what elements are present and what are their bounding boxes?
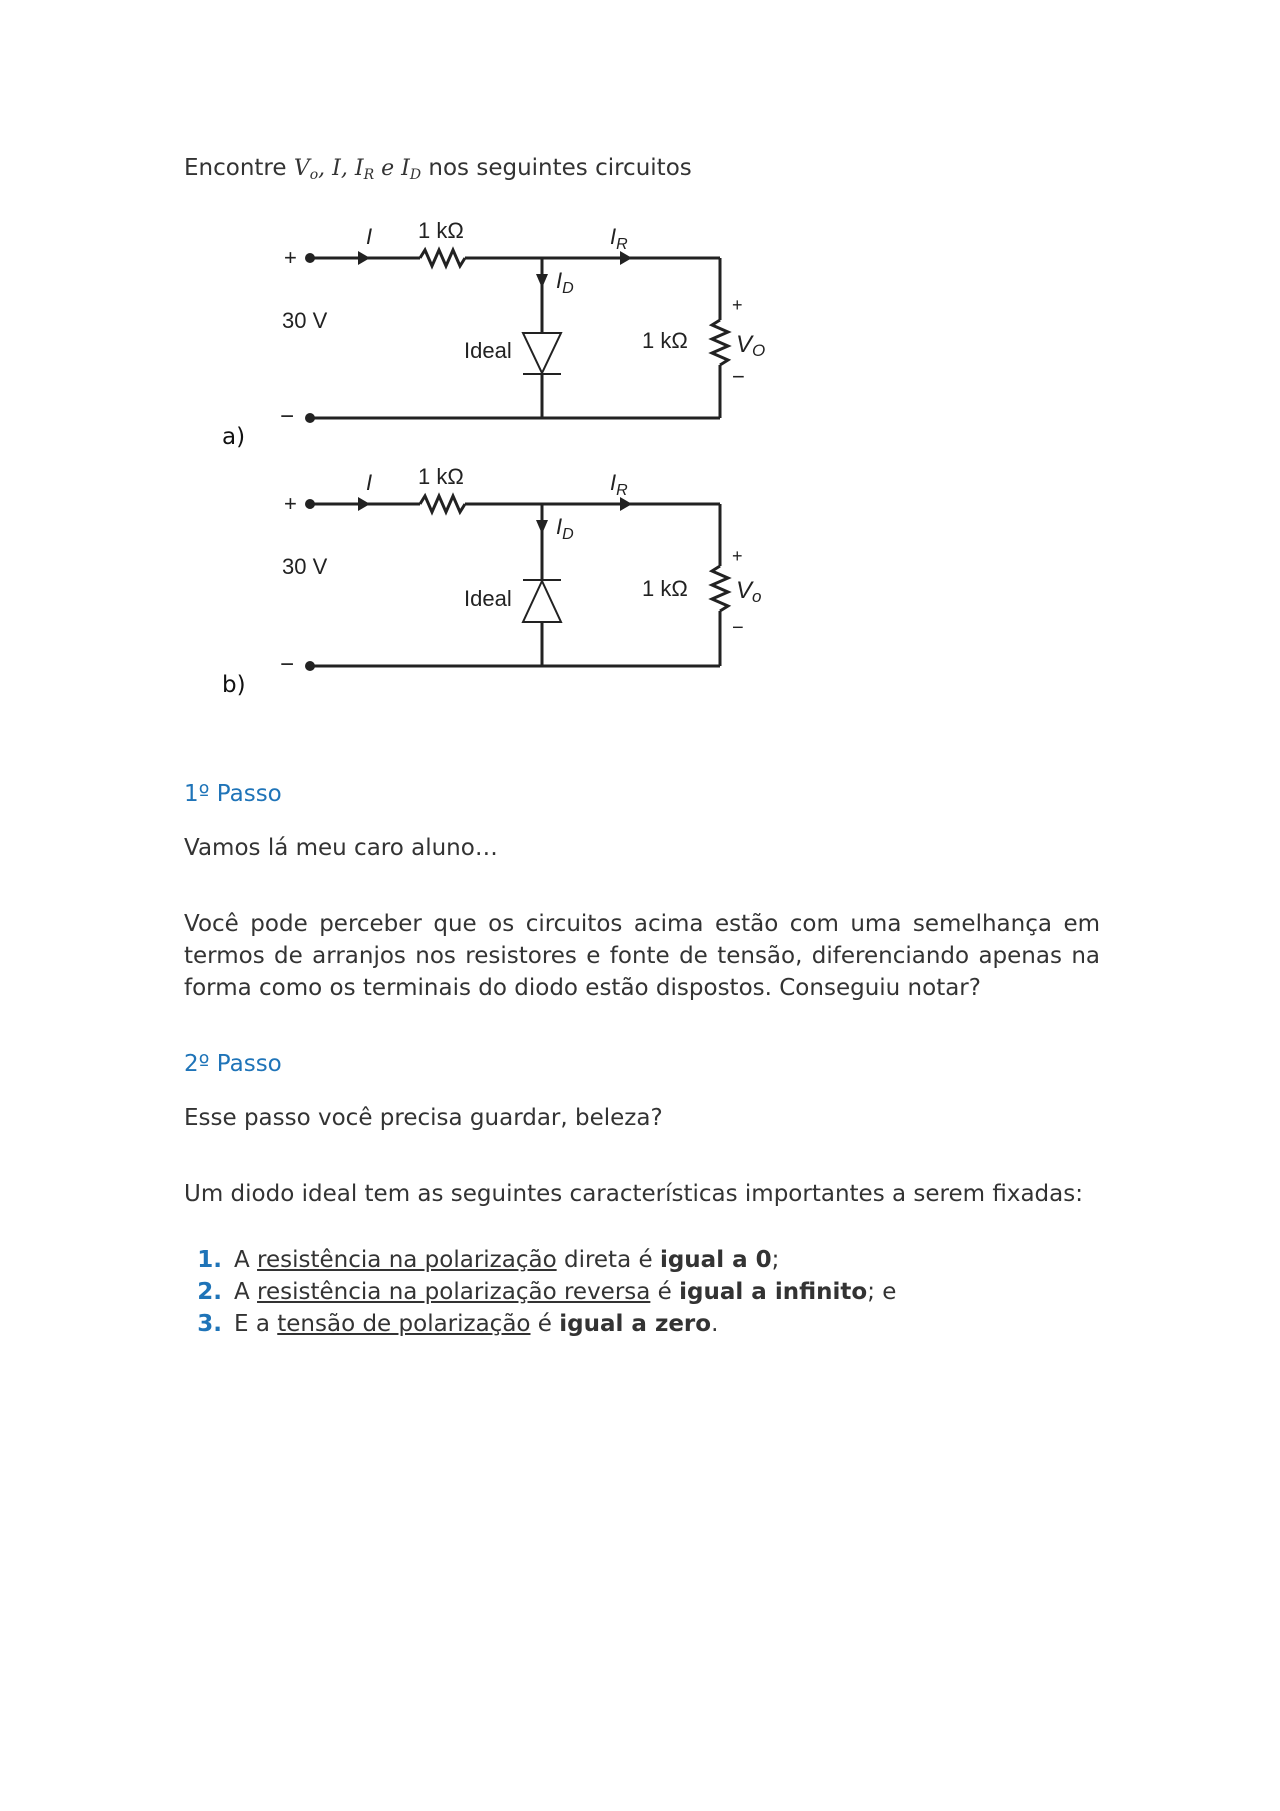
math-and: e: [374, 156, 402, 181]
ideal-diode-characteristics-list: [184, 1244, 1084, 1340]
circuit-a-minus: −: [280, 403, 295, 430]
step2-heading: 2º Passo: [184, 1051, 282, 1077]
circuit-b-diode-label: Ideal: [464, 586, 512, 611]
intro-suffix: nos seguintes circuitos: [421, 155, 692, 181]
math-id: $I_D$: [401, 156, 422, 183]
circuit-b-out-plus: +: [732, 546, 743, 566]
circuit-a-diagram: [270, 208, 790, 430]
math-ir: $I_R$: [354, 156, 375, 183]
circuit-a-source: 30 V: [282, 308, 328, 333]
circuit-a-label: a): [222, 424, 246, 450]
circuit-b-out-minus: −: [732, 617, 744, 639]
step1-paragraph-2: Você pode perceber que os circuitos acima estão com uma semelhança em termos de arranjos nos resistores e fonte de tensão, diferenciando apenas na forma como os terminais do diodo estão dispostos. Conseguiu notar?: [184, 911, 1100, 1001]
circuit-b-plus: +: [284, 491, 297, 516]
circuit-b-current-i: I: [366, 470, 373, 495]
math-vo: $V_o$: [293, 156, 319, 183]
circuit-a-current-ir: $I_R$: [610, 224, 628, 253]
circuit-b-diagram: [270, 456, 790, 678]
circuit-b-source: 30 V: [282, 554, 328, 579]
step2-paragraph-2: Um diodo ideal tem as seguintes características importantes a serem fixadas:: [184, 1181, 1083, 1207]
step2-paragraph-1: Esse passo você precisa guardar, beleza?: [184, 1105, 663, 1131]
circuit-b-r2-label: 1 kΩ: [642, 576, 688, 601]
step1-heading: 1º Passo: [184, 781, 282, 807]
circuit-a-r1-label: 1 kΩ: [418, 218, 464, 243]
circuit-a-out-minus: −: [732, 364, 745, 389]
math-i: I: [332, 156, 341, 181]
circuit-b-vo: Vo: [736, 577, 762, 606]
circuit-a-diode-label: Ideal: [464, 338, 512, 363]
math-sep: ,: [318, 156, 333, 181]
circuit-a-current-id: $I_D$: [556, 268, 574, 297]
circuit-b-current-ir: $I_R$: [610, 470, 628, 499]
math-sep: ,: [340, 156, 355, 181]
circuit-b-minus: −: [280, 651, 295, 678]
list-item: 2. A resistência na polarização reversa é igual a infinito; e: [197, 1279, 897, 1305]
intro-prefix: Encontre: [184, 155, 294, 181]
circuit-b-r1-label: 1 kΩ: [418, 464, 464, 489]
circuit-a-out-plus: +: [732, 295, 743, 315]
circuit-b-current-id: $I_D$: [556, 514, 574, 543]
circuit-a-vo: VO: [736, 331, 766, 360]
circuit-a-r2-label: 1 kΩ: [642, 328, 688, 353]
circuit-a-plus: +: [284, 245, 297, 270]
circuit-b-label: b): [222, 672, 246, 698]
list-item: 3. E a tensão de polarização é igual a zero.: [197, 1311, 719, 1337]
circuit-a-current-i: I: [366, 224, 373, 249]
step1-paragraph-1: Vamos lá meu caro aluno…: [184, 835, 498, 861]
intro-line: [184, 152, 1100, 191]
list-item: 1. A resistência na polarização direta é igual a 0;: [197, 1247, 780, 1273]
